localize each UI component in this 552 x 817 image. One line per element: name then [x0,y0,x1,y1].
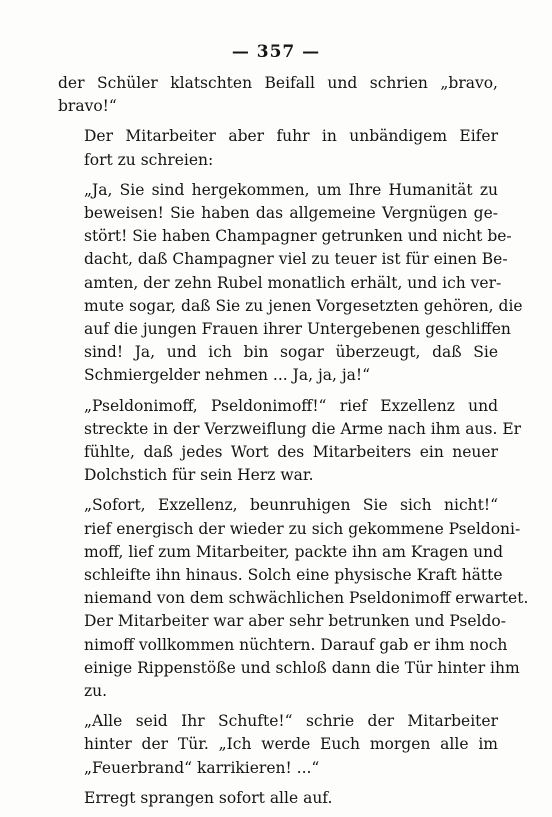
text-line: Der Mitarbeiter aber fuhr in unbändigem Eifer [84,127,498,146]
text-line: rief energisch der wieder zu sich gekommene Pseldoni- [84,519,521,538]
text-line: Schmiergelder nehmen ... Ja, ja, ja!“ [84,366,371,385]
page-number-header: — 357 — [231,42,321,62]
paragraph [58,125,498,171]
text-line: „Pseldonimoff, Pseldonimoff!“ rief Exzellenz und [84,396,498,415]
text-line: „Sofort, Exzellenz, beunruhigen Sie sich nicht!“ [84,496,498,515]
paragraph [58,179,523,388]
paragraph [58,787,498,810]
text-line: stört! Sie haben Champagner getrunken und nicht be- [84,227,512,246]
paragraph [58,72,498,118]
text-line: beweisen! Sie haben das allgemeine Vergnügen ge- [84,204,498,223]
text-line: mute sogar, daß Sie zu jenen Vorgesetzten gehören, die [84,296,523,315]
text-line: sind! Ja, und ich bin sogar überzeugt, daß Sie [84,343,498,362]
text-line: Erregt sprangen sofort alle auf. [84,788,333,807]
text-line: „Feuerbrand“ karrikieren! ...“ [84,758,320,777]
text-line: amten, der zehn Rubel monatlich erhält, und ich ver- [84,273,502,292]
text-line: niemand von dem schwächlichen Pseldonimoff erwartet. [84,589,529,608]
text-line: Der Mitarbeiter war aber sehr betrunken und Pseldo- [84,612,506,631]
text-line: bravo!“ [58,97,117,116]
text-line: einige Rippenstöße und schloß dann die Tür hinter ihm [84,658,520,677]
text-line: auf die jungen Frauen ihrer Untergebenen geschliffen [84,320,511,339]
text-line: zu. [84,682,108,701]
body-text [58,72,529,817]
text-line: fühlte, daß jedes Wort des Mitarbeiters ein neuer [84,443,498,462]
text-line: streckte in der Verzweiflung die Arme nach ihm aus. Er [84,419,522,438]
paragraph [58,494,529,703]
text-line: nimoff vollkommen nüchtern. Darauf gab er ihm noch [84,635,508,654]
paragraph [58,710,498,780]
text-line: dacht, daß Champagner viel zu teuer ist für einen Be- [84,250,508,269]
text-line: Dolchstich für sein Herz war. [84,466,314,485]
text-line: hinter der Tür. „Ich werde Euch morgen alle im [84,735,498,754]
text-line: schleifte ihn hinaus. Solch eine physische Kraft hätte [84,566,503,585]
text-line: „Ja, Sie sind hergekommen, um Ihre Humanität zu [84,180,498,199]
text-line: fort zu schreien: [84,150,214,169]
paragraph [58,395,522,488]
text-line: moff, lief zum Mitarbeiter, packte ihn am Kragen und [84,542,503,561]
text-line: der Schüler klatschten Beifall und schrien „bravo, [58,74,498,92]
text-line: „Alle seid Ihr Schufte!“ schrie der Mitarbeiter [84,712,498,731]
